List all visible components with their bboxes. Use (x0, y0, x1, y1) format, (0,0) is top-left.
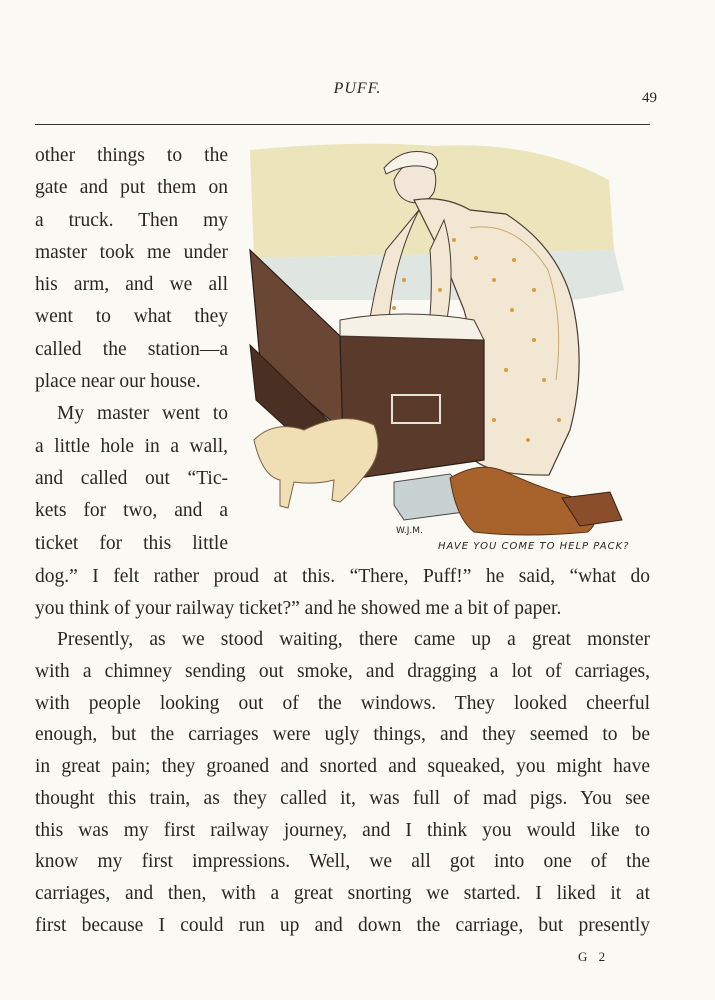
running-title: PUFF. (333, 80, 382, 97)
text-line: thought this train, as they called it, was full of mad pigs. You see (35, 787, 650, 809)
wrapped-text (35, 140, 228, 560)
text-line: gate and put them on (35, 177, 228, 199)
text-line: place near our house. (35, 371, 201, 393)
text-line: a truck. Then my (35, 209, 228, 231)
full-width-text (35, 561, 650, 941)
text-line: carriages, and then, with a great snorting we started. I liked it at (35, 882, 650, 904)
signature-mark: G 2 (578, 949, 610, 964)
illustration-packing-scene (244, 140, 636, 560)
text-line: dog.” I felt rather proud at this. “There, Puff!” he said, “what do (35, 566, 650, 587)
text-line: other things to the (35, 145, 228, 166)
header-rule (35, 124, 650, 125)
text-line: and called out “Tic- (35, 467, 228, 489)
text-line: a little hole in a wall, (35, 435, 228, 457)
text-line: first because I could run up and down the carriage, but presently (35, 914, 650, 936)
illustrator-signature: W.J.M. (396, 526, 423, 536)
dog (254, 419, 378, 508)
text-line: ticket for this little (35, 532, 228, 554)
text-line: kets for two, and a (35, 500, 228, 522)
paragraph-start-line: Presently, as we stood waiting, there came up a great monster (57, 629, 650, 651)
text-line: in great pain; they groaned and snorted and squeaked, you might have (35, 756, 650, 778)
text-line: this was my first railway journey, and I think you would like to (35, 819, 650, 841)
text-line: went to what they (35, 306, 228, 328)
text-line: you think of your railway ticket?” and he showed me a bit of paper. (35, 597, 562, 619)
text-line: with people looking out of the windows. They looked cheerful (35, 692, 650, 714)
text-line: called the station—a (35, 338, 228, 360)
illustration-caption: HAVE YOU COME TO HELP PACK? (438, 541, 630, 552)
text-line: know my first impressions. Well, we all got into one of the (35, 851, 650, 873)
paragraph-start-line: My master went to (57, 403, 228, 425)
text-line: his arm, and we all (35, 274, 228, 296)
text-line: master took me under (35, 241, 228, 263)
text-line: with a chimney sending out smoke, and dragging a lot of carriages, (35, 661, 650, 683)
page-number: 49 (642, 90, 657, 106)
text-line: enough, but the carriages were ugly things, and they seemed to be (35, 724, 650, 746)
